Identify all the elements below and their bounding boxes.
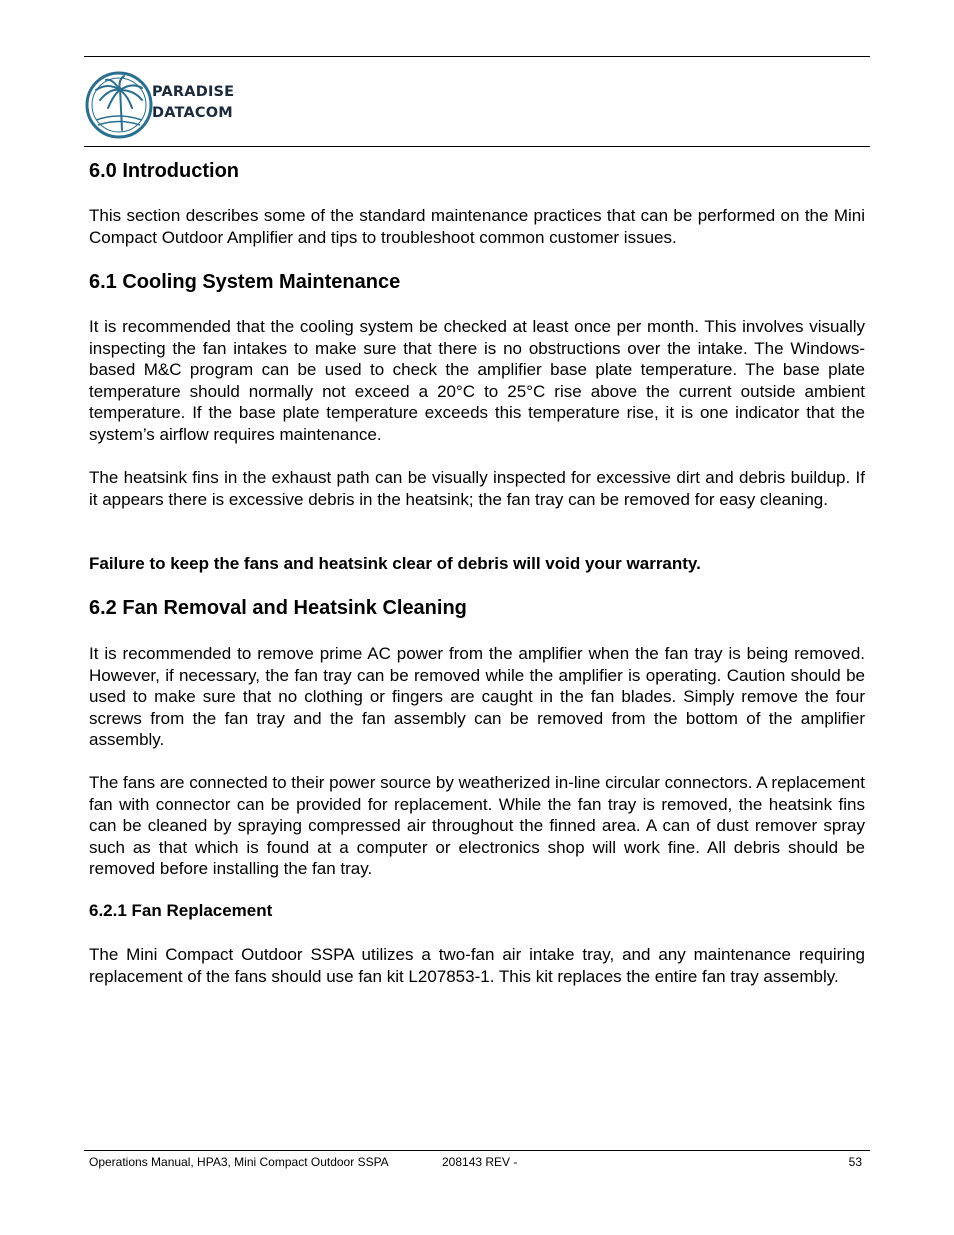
heading-cooling-system-maintenance: 6.1 Cooling System Maintenance	[89, 271, 401, 293]
heading-introduction: 6.0 Introduction	[89, 160, 239, 182]
cooling-paragraph-1: It is recommended that the cooling system be checked at least once per month. This involves visually inspecting the fan intakes to make sure that there is no obstructions over the intake. The Windows-based M&C program can be used to check the amplifier base plate temperature. The base plate temperature should normally not exceed a 20°C to 25°C rise above the current outside ambient temperature. If the base plate temperature exceeds this temperature rise, it is one indicator that the system’s airflow requires maintenance.	[89, 317, 865, 444]
footer-page-number: 53	[848, 1155, 862, 1169]
header-top-rule	[84, 56, 870, 57]
logo-text-line2: DATACOM	[152, 105, 233, 121]
logo-text-line1: PARADISE	[152, 84, 235, 100]
fan-replacement-paragraph: The Mini Compact Outdoor SSPA utilizes a two-fan air intake tray, and any maintenance requiring replacement of the fans should use fan kit L207853-1. This kit replaces the entire fan tray assembly.	[89, 945, 865, 986]
footer-rule	[84, 1150, 870, 1151]
fan-removal-paragraph-2: The fans are connected to their power source by weatherized in-line circular connectors. A replacement fan with connector can be provided for replacement. While the fan tray is removed, the heatsink fins can be cleaned by spraying compressed air throughout the finned area. A can of dust remover spray such as that which is found at a computer or electronics shop will work fine. All debris should be removed before installing the fan tray.	[89, 773, 865, 879]
intro-paragraph: This section describes some of the standard maintenance practices that can be performed on the Mini Compact Outdoor Amplifier and tips to troubleshoot common customer issues.	[89, 206, 865, 247]
footer-manual-title: Operations Manual, HPA3, Mini Compact Outdoor SSPA	[89, 1155, 389, 1169]
heading-fan-removal: 6.2 Fan Removal and Heatsink Cleaning	[89, 597, 467, 619]
palm-tree-icon	[84, 70, 154, 140]
footer-doc-number: 208143 REV -	[442, 1155, 518, 1169]
header-bottom-rule	[84, 146, 870, 147]
company-logo	[84, 70, 274, 140]
warranty-warning: Failure to keep the fans and heatsink clear of debris will void your warranty.	[89, 554, 701, 573]
heading-fan-replacement: 6.2.1 Fan Replacement	[89, 901, 273, 920]
fan-removal-paragraph-1: It is recommended to remove prime AC power from the amplifier when the fan tray is being removed. However, if necessary, the fan tray can be removed while the amplifier is operating. Caution should be used to make sure that no clothing or fingers are caught in the fan blades. Simply remove the four screws from the fan tray and the fan assembly can be removed from the bottom of the amplifier assembly.	[89, 644, 865, 750]
cooling-paragraph-2: The heatsink fins in the exhaust path can be visually inspected for excessive dirt and debris buildup. If it appears there is excessive debris in the heatsink; the fan tray can be removed for easy cleaning.	[89, 468, 865, 509]
